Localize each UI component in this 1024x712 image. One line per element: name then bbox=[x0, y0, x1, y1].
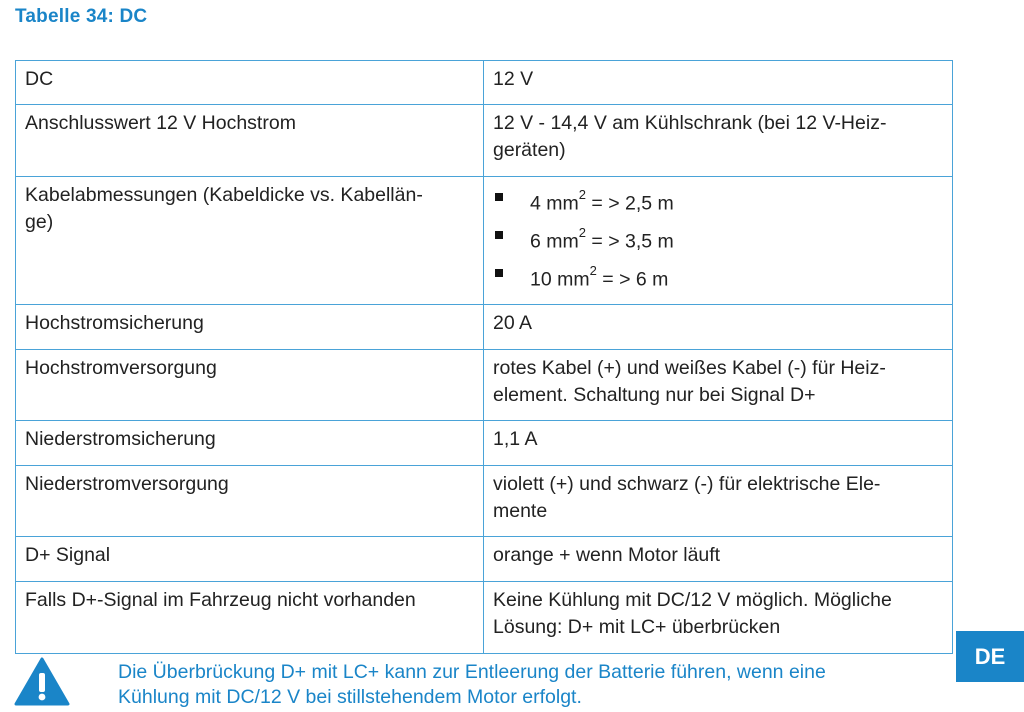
table-title: Tabelle 34: DC bbox=[15, 6, 148, 27]
square-bullet-icon bbox=[495, 269, 503, 277]
table-row bbox=[16, 305, 953, 350]
row-value: rotes Kabel (+) und weißes Kabel (-) für Heiz- element. Schaltung nur bei Signal D+ bbox=[484, 350, 953, 421]
row-value: 12 V bbox=[484, 61, 953, 105]
row-label: DC bbox=[16, 61, 484, 105]
spec-table bbox=[15, 60, 953, 654]
table-row bbox=[16, 582, 953, 654]
square-bullet-icon bbox=[495, 193, 503, 201]
table-row bbox=[16, 61, 953, 105]
row-value: violett (+) und schwarz (-) für elektrische Ele- mente bbox=[484, 466, 953, 537]
row-value: Keine Kühlung mit DC/12 V möglich. Mögliche Lösung: D+ mit LC+ überbrücken bbox=[484, 582, 953, 654]
row-value: 1,1 A bbox=[484, 421, 953, 466]
row-label: Hochstromversorgung bbox=[16, 350, 484, 421]
table-row bbox=[16, 421, 953, 466]
row-value: 12 V - 14,4 V am Kühlschrank (bei 12 V-Heiz- geräten) bbox=[484, 105, 953, 177]
table-row bbox=[16, 105, 953, 177]
row-value: orange + wenn Motor läuft bbox=[484, 537, 953, 582]
warning-text: Die Überbrückung D+ mit LC+ kann zur Entleerung der Batterie führen, wenn eine Kühlung mit DC/12 V bei stillstehendem Motor erfolgt. bbox=[118, 661, 826, 708]
cable-size-list bbox=[493, 182, 943, 296]
row-label: Falls D+-Signal im Fahrzeug nicht vorhanden bbox=[16, 582, 484, 654]
table-row bbox=[16, 466, 953, 537]
row-label: Hochstromsicherung bbox=[16, 305, 484, 350]
square-bullet-icon bbox=[495, 231, 503, 239]
list-item: 6 $mm^2$ = > 3,5 m bbox=[493, 220, 943, 258]
row-value: 20 A bbox=[484, 305, 953, 350]
row-label: Niederstromsicherung bbox=[16, 421, 484, 466]
row-value-list bbox=[484, 177, 953, 305]
row-label: Niederstromversorgung bbox=[16, 466, 484, 537]
row-label: D+ Signal bbox=[16, 537, 484, 582]
warning-triangle-icon bbox=[14, 657, 70, 707]
table-row bbox=[16, 350, 953, 421]
row-label: Anschlusswert 12 V Hochstrom bbox=[16, 105, 484, 177]
list-item: 4 $mm^2$ = > 2,5 m bbox=[493, 182, 943, 220]
language-tab: DE bbox=[956, 631, 1024, 682]
table-row bbox=[16, 537, 953, 582]
row-label: Kabelabmessungen (Kabeldicke vs. Kabellän- ge) bbox=[16, 177, 484, 305]
list-item: 10 $mm^2$ = > 6 m bbox=[493, 258, 943, 296]
table-row bbox=[16, 177, 953, 305]
